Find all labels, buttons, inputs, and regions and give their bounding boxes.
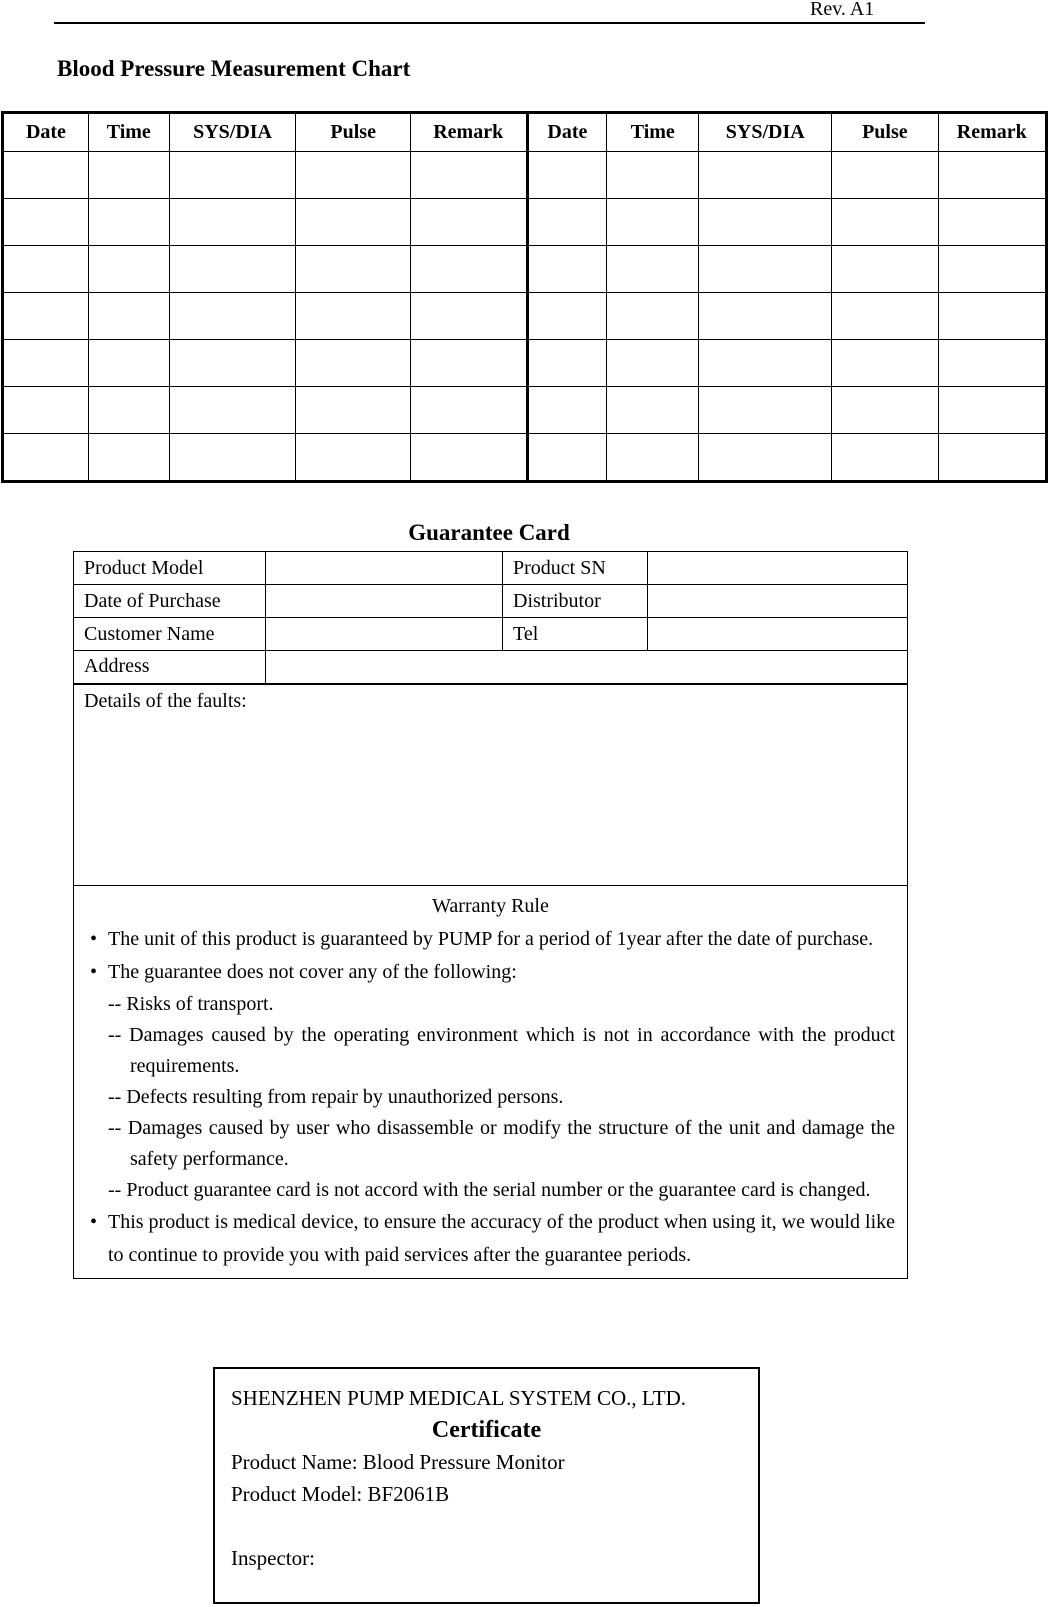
bp-cell	[832, 387, 938, 434]
table-row	[74, 651, 908, 684]
table-row	[3, 246, 1047, 293]
bp-cell	[527, 293, 607, 340]
bullet-icon: •	[90, 1211, 98, 1233]
bp-cell	[527, 340, 607, 387]
bp-measurement-table	[1, 111, 1048, 483]
bp-cell	[169, 199, 296, 246]
distributor-value	[648, 585, 908, 618]
customer-name-label: Customer Name	[74, 618, 266, 651]
guarantee-card-title: Guarantee Card	[408, 520, 570, 545]
bp-cell	[699, 434, 832, 482]
bp-cell	[699, 246, 832, 293]
col-sys-dia: SYS/DIA	[169, 113, 296, 152]
bp-cell	[699, 152, 832, 199]
bp-cell	[296, 152, 411, 199]
bp-cell	[410, 293, 527, 340]
bp-cell	[169, 293, 296, 340]
bp-cell	[3, 199, 89, 246]
guarantee-card	[73, 551, 908, 1279]
bullet-icon: •	[90, 961, 98, 983]
bp-cell	[88, 246, 169, 293]
bp-cell	[938, 246, 1046, 293]
bp-cell	[410, 434, 527, 482]
exclusion-item: -- Damages caused by user who disassemble or modify the structure of the unit and damage the safety performance.	[108, 1117, 895, 1170]
bp-cell	[607, 434, 699, 482]
bp-cell	[296, 387, 411, 434]
table-row	[3, 152, 1047, 199]
bp-cell	[699, 387, 832, 434]
col-sys-dia: SYS/DIA	[699, 113, 832, 152]
warranty-rule	[74, 886, 908, 1279]
product-model-value	[266, 552, 503, 585]
bp-cell	[410, 152, 527, 199]
bp-cell	[410, 387, 527, 434]
bp-cell	[832, 434, 938, 482]
certificate-box	[213, 1367, 760, 1604]
tel-value	[648, 618, 908, 651]
product-sn-label: Product SN	[503, 552, 648, 585]
warranty-bullet-text: The unit of this product is guaranteed by PUMP for a period of 1year after the date of purchase.	[108, 928, 874, 950]
distributor-label: Distributor	[503, 585, 648, 618]
warranty-rule-title: Warranty Rule	[432, 895, 549, 917]
exclusion-item: -- Damages caused by the operating environment which is not in accordance with the product requirements.	[108, 1024, 895, 1077]
spacer	[231, 1510, 742, 1542]
bp-cell	[3, 246, 89, 293]
table-row	[3, 199, 1047, 246]
bp-cell	[410, 340, 527, 387]
certificate-title: Certificate	[431, 1417, 542, 1443]
bullet-icon: •	[90, 928, 98, 950]
bp-cell	[832, 293, 938, 340]
bp-cell	[832, 246, 938, 293]
bp-cell	[832, 152, 938, 199]
warranty-bullet-text: The guarantee does not cover any of the following:	[108, 961, 517, 983]
col-remark: Remark	[938, 113, 1046, 152]
exclusion-item: -- Defects resulting from repair by unauthorized persons.	[108, 1086, 564, 1108]
col-pulse: Pulse	[296, 113, 411, 152]
bp-cell	[699, 293, 832, 340]
bp-cell	[607, 340, 699, 387]
bp-cell	[607, 387, 699, 434]
bp-cell	[938, 434, 1046, 482]
bp-cell	[527, 246, 607, 293]
table-row	[3, 293, 1047, 340]
bp-cell	[88, 340, 169, 387]
bp-cell	[169, 246, 296, 293]
certificate-inspector: Inspector:	[231, 1546, 315, 1570]
bp-cell	[3, 293, 89, 340]
warranty-exclusions	[86, 989, 895, 1206]
bp-cell	[938, 152, 1046, 199]
table-row	[3, 387, 1047, 434]
warranty-bullet	[86, 956, 895, 989]
warranty-bullet	[86, 1206, 895, 1272]
bp-cell	[88, 152, 169, 199]
col-pulse: Pulse	[832, 113, 938, 152]
col-date: Date	[527, 113, 607, 152]
bp-cell	[169, 152, 296, 199]
bp-cell	[527, 387, 607, 434]
table-row	[74, 886, 908, 1279]
bp-cell	[3, 152, 89, 199]
bp-cell	[938, 199, 1046, 246]
table-row	[74, 618, 908, 651]
bp-cell	[88, 387, 169, 434]
bp-cell	[3, 340, 89, 387]
table-row	[3, 340, 1047, 387]
bp-cell	[296, 246, 411, 293]
customer-name-value	[266, 618, 503, 651]
exclusion-item: -- Risks of transport.	[108, 993, 274, 1015]
bp-cell	[527, 199, 607, 246]
bp-cell	[88, 434, 169, 482]
bp-chart-title: Blood Pressure Measurement Chart	[57, 56, 411, 81]
bp-cell	[3, 434, 89, 482]
bp-cell	[938, 387, 1046, 434]
bp-cell	[607, 199, 699, 246]
faults-label: Details of the faults:	[84, 689, 247, 712]
table-row	[3, 434, 1047, 482]
bp-cell	[607, 152, 699, 199]
address-value	[266, 651, 908, 684]
table-row	[74, 552, 908, 585]
bp-cell	[296, 293, 411, 340]
address-label: Address	[74, 651, 266, 684]
bp-cell	[296, 434, 411, 482]
bp-cell	[296, 340, 411, 387]
bp-cell	[699, 199, 832, 246]
date-of-purchase-value	[266, 585, 503, 618]
certificate-product-name: Product Name: Blood Pressure Monitor	[231, 1450, 565, 1474]
col-time: Time	[607, 113, 699, 152]
bp-cell	[527, 152, 607, 199]
bp-cell	[699, 340, 832, 387]
bp-header-row	[3, 113, 1047, 152]
header-rule	[54, 22, 925, 24]
bp-cell	[3, 387, 89, 434]
revision-label: Rev. A1	[810, 0, 875, 20]
bp-cell	[938, 293, 1046, 340]
col-date: Date	[3, 113, 89, 152]
bp-cell	[832, 340, 938, 387]
bp-cell	[88, 293, 169, 340]
bp-cell	[88, 199, 169, 246]
bp-cell	[169, 340, 296, 387]
bp-cell	[607, 246, 699, 293]
table-row	[74, 585, 908, 618]
bp-cell	[607, 293, 699, 340]
exclusion-item: -- Product guarantee card is not accord with the serial number or the guarantee card is changed.	[108, 1179, 871, 1201]
bp-cell	[410, 199, 527, 246]
bp-cell	[169, 434, 296, 482]
certificate-product-model: Product Model: BF2061B	[231, 1482, 450, 1506]
warranty-bullet-text: This product is medical device, to ensure the accuracy of the product when using it, we would like to continue to provide you with paid services after the guarantee periods.	[108, 1211, 895, 1266]
bp-cell	[832, 199, 938, 246]
bp-cell	[169, 387, 296, 434]
date-of-purchase-label: Date of Purchase	[74, 585, 266, 618]
col-remark: Remark	[410, 113, 527, 152]
faults-details	[74, 684, 908, 886]
bp-cell	[938, 340, 1046, 387]
bp-cell	[410, 246, 527, 293]
bp-cell	[527, 434, 607, 482]
warranty-bullet	[86, 923, 895, 956]
product-sn-value	[648, 552, 908, 585]
certificate-company: SHENZHEN PUMP MEDICAL SYSTEM CO., LTD.	[231, 1386, 687, 1410]
table-row	[74, 684, 908, 886]
bp-cell	[296, 199, 411, 246]
product-model-label: Product Model	[74, 552, 266, 585]
col-time: Time	[88, 113, 169, 152]
tel-label: Tel	[503, 618, 648, 651]
